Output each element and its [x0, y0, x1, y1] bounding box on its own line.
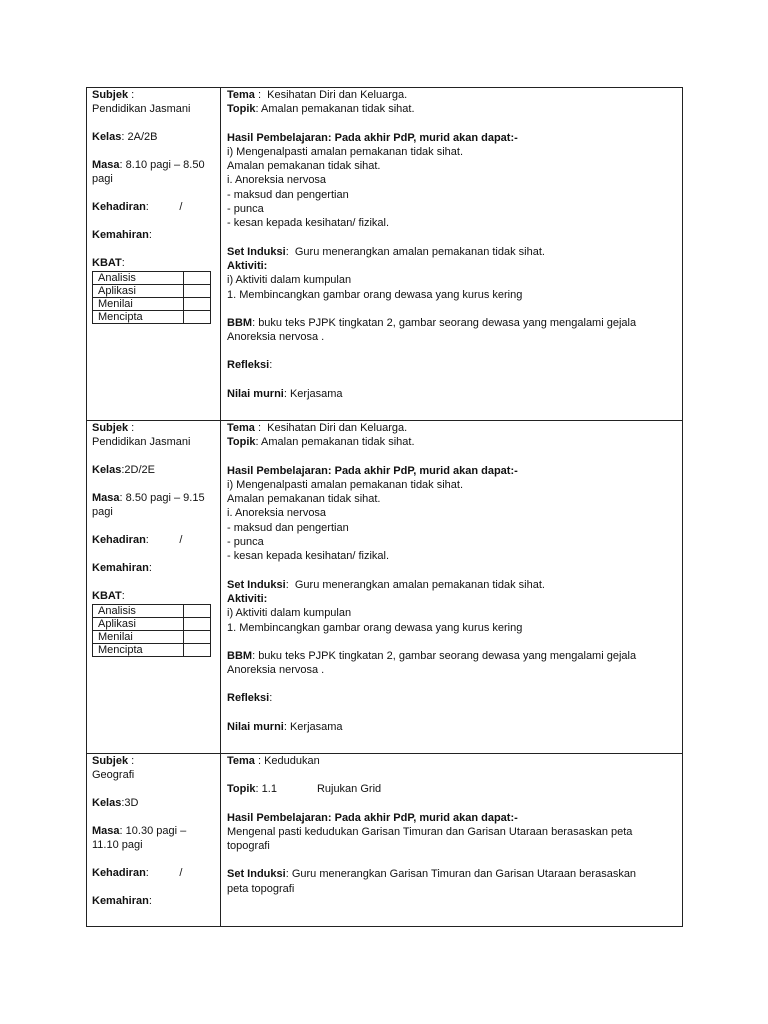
tema-label: Tema [227, 89, 255, 101]
topik-value: Amalan pemakanan tidak sihat. [261, 436, 415, 449]
set-induksi-label: Set Induksi [227, 868, 286, 881]
set-induksi-value-cont: peta topografi [227, 882, 295, 895]
hasil-heading: Hasil Pembelajaran: Pada akhir PdP, murid akan dapat:- [227, 811, 518, 824]
hasil-heading: Hasil Pembelajaran: Pada akhir PdP, murid akan dapat:- [227, 464, 518, 477]
hasil-line: - punca [227, 536, 264, 549]
bbm-label: BBM [227, 316, 253, 329]
kehadiran-value: / [179, 201, 183, 213]
kelas-value: 2A/2B [127, 131, 158, 143]
bbm-value: buku teks PJPK tingkatan 2, gambar seorang dewasa yang mengalami gejala [258, 649, 637, 662]
tema-label: Tema [227, 755, 255, 767]
kelas-label: Kelas [92, 131, 122, 143]
topik-number: 1.1 [261, 783, 277, 796]
kbat-table [92, 604, 211, 657]
nilai-murni-value: Kerjasama [289, 720, 343, 733]
subjek-label: Subjek [92, 755, 129, 767]
nilai-murni-label: Nilai murni [227, 720, 284, 733]
hasil-line: i) Mengenalpasti amalan pemakanan tidak sihat. [227, 145, 464, 158]
kbat-row [93, 285, 211, 298]
nilai-murni-label: Nilai murni [227, 387, 284, 400]
kehadiran-label: Kehadiran [92, 201, 146, 213]
tema-label: Tema [227, 422, 255, 434]
kbat-row [93, 605, 211, 618]
lesson-row [87, 88, 682, 420]
kbat-row [93, 272, 211, 285]
subjek-value: Pendidikan Jasmani [92, 103, 191, 115]
kelas-value: 2D/2E [124, 464, 155, 476]
kbat-row [93, 311, 211, 324]
bbm-value: buku teks PJPK tingkatan 2, gambar seorang dewasa yang mengalami gejala [258, 316, 637, 329]
kehadiran-label: Kehadiran [92, 534, 146, 546]
topik-label: Topik [227, 783, 256, 796]
kbat-item: Mencipta [93, 644, 184, 657]
masa-value: 8.10 pagi – 8.50 [125, 159, 205, 171]
lesson-content-cell: Tema : Kedudukan Topik: 1.1 Rujukan Grid Hasil Pembelajaran: Pada akhir PdP, murid akan dapat:- Mengenal pasti kedudukan Garisan Timuran dan Garisan Utaraan berasaskan peta topografi Set Induksi: Guru menerangkan Garisan Timuran dan Garisan Utaraan berasaskan peta topografi [221, 754, 682, 926]
kbat-checkbox [184, 298, 211, 311]
lesson-content-cell: Tema : Kesihatan Diri dan Keluarga. Topik: Amalan pemakanan tidak sihat. Hasil Pembelajaran: Pada akhir PdP, murid akan dapat:- i) Mengenalpasti amalan pemakanan tidak sihat. Amalan pemakanan tidak sihat. i. Anoreksia nervosa - maksud dan pengertian - punca - kesan kepada kesihatan/ fizikal. Set Induksi: Guru menerangkan amalan pemakanan tidak sihat. Aktiviti: i) Aktiviti dalam kumpulan 1. Membincangkan gambar orang dewasa yang kurus kering BBM: buku teks PJPK tingkatan 2, gambar seorang dewasa yang mengalami gejala Anoreksia nervosa . Refleksi: Nilai murni: Kerjasama [221, 421, 682, 753]
hasil-line: - kesan kepada kesihatan/ fizikal. [227, 550, 390, 563]
aktiviti-line: 1. Membincangkan gambar orang dewasa yang kurus kering [227, 288, 523, 301]
kbat-checkbox [184, 605, 211, 618]
hasil-heading: Hasil Pembelajaran: Pada akhir PdP, murid akan dapat:- [227, 131, 518, 144]
topik-label: Topik [227, 103, 256, 116]
masa-value-cont: 11.10 pagi [92, 839, 143, 851]
bbm-label: BBM [227, 649, 253, 662]
kbat-checkbox [184, 311, 211, 324]
lesson-plan-table [86, 87, 683, 927]
lesson-info-cell: Subjek : Geografi Kelas:3D Masa: 10.30 pagi – 11.10 pagi Kehadiran: / Kemahiran: [87, 754, 221, 926]
kbat-label: KBAT [92, 590, 122, 602]
refleksi-label: Refleksi [227, 692, 270, 705]
kehadiran-value: / [179, 867, 183, 879]
lesson-content-cell: Tema : Kesihatan Diri dan Keluarga. Topik: Amalan pemakanan tidak sihat. Hasil Pembelajaran: Pada akhir PdP, murid akan dapat:- i) Mengenalpasti amalan pemakanan tidak sihat. Amalan pemakanan tidak sihat. i. Anoreksia nervosa - maksud dan pengertian - punca - kesan kepada kesihatan/ fizikal. Set Induksi: Guru menerangkan amalan pemakanan tidak sihat. Aktiviti: i) Aktiviti dalam kumpulan 1. Membincangkan gambar orang dewasa yang kurus kering BBM: buku teks PJPK tingkatan 2, gambar seorang dewasa yang mengalami gejala Anoreksia nervosa . Refleksi: Nilai murni: Kerjasama [221, 88, 682, 420]
kbat-checkbox [184, 272, 211, 285]
kbat-item: Menilai [93, 631, 184, 644]
kbat-item: Aplikasi [93, 285, 184, 298]
kbat-item: Aplikasi [93, 618, 184, 631]
kbat-table [92, 271, 211, 324]
topik-label: Topik [227, 436, 256, 449]
kemahiran-label: Kemahiran [92, 895, 149, 907]
masa-label: Masa [92, 825, 120, 837]
masa-value: 10.30 pagi – [125, 825, 187, 837]
kbat-item: Mencipta [93, 311, 184, 324]
set-induksi-value: Guru menerangkan Garisan Timuran dan Garisan Utaraan berasaskan [291, 868, 637, 881]
masa-label: Masa [92, 159, 120, 171]
bbm-value-cont: Anoreksia nervosa . [227, 331, 325, 344]
tema-value: Kesihatan Diri dan Keluarga. [267, 422, 408, 434]
hasil-line: Amalan pemakanan tidak sihat. [227, 160, 381, 173]
kelas-label: Kelas [92, 797, 122, 809]
tema-value: Kesihatan Diri dan Keluarga. [267, 89, 408, 101]
subjek-value: Geografi [92, 769, 135, 781]
aktiviti-line: 1. Membincangkan gambar orang dewasa yang kurus kering [227, 621, 523, 634]
lesson-row [87, 420, 682, 753]
kehadiran-value: / [179, 534, 183, 546]
kbat-row [93, 298, 211, 311]
aktiviti-label: Aktiviti: [227, 592, 268, 605]
kbat-row [93, 631, 211, 644]
topik-value: Amalan pemakanan tidak sihat. [261, 103, 415, 116]
lesson-row [87, 753, 682, 926]
kbat-row [93, 618, 211, 631]
kbat-row [93, 644, 211, 657]
hasil-line: - maksud dan pengertian [227, 188, 349, 201]
masa-value-cont: pagi [92, 506, 113, 518]
kbat-checkbox [184, 644, 211, 657]
bbm-value-cont: Anoreksia nervosa . [227, 664, 325, 677]
set-induksi-value: Guru menerangkan amalan pemakanan tidak sihat. [294, 578, 545, 591]
aktiviti-label: Aktiviti: [227, 259, 268, 272]
kemahiran-label: Kemahiran [92, 229, 149, 241]
set-induksi-value: Guru menerangkan amalan pemakanan tidak sihat. [294, 245, 545, 258]
hasil-line: Amalan pemakanan tidak sihat. [227, 493, 381, 506]
masa-value: 8.50 pagi – 9.15 [125, 492, 205, 504]
subjek-value: Pendidikan Jasmani [92, 436, 191, 448]
kbat-item: Menilai [93, 298, 184, 311]
kelas-label: Kelas [92, 464, 122, 476]
refleksi-label: Refleksi [227, 359, 270, 372]
hasil-line: i. Anoreksia nervosa [227, 507, 327, 520]
kbat-checkbox [184, 618, 211, 631]
aktiviti-line: i) Aktiviti dalam kumpulan [227, 274, 352, 287]
hasil-line: i) Mengenalpasti amalan pemakanan tidak sihat. [227, 478, 464, 491]
topik-value: Rujukan Grid [316, 783, 382, 796]
hasil-line: Mengenal pasti kedudukan Garisan Timuran dan Garisan Utaraan berasaskan peta [227, 825, 633, 838]
masa-value-cont: pagi [92, 173, 113, 185]
kbat-item: Analisis [93, 605, 184, 618]
hasil-line: - punca [227, 203, 264, 216]
kehadiran-label: Kehadiran [92, 867, 146, 879]
kbat-checkbox [184, 285, 211, 298]
hasil-line: - kesan kepada kesihatan/ fizikal. [227, 217, 390, 230]
hasil-line: topografi [227, 840, 270, 853]
kelas-value: 3D [124, 797, 139, 809]
kbat-checkbox [184, 631, 211, 644]
nilai-murni-value: Kerjasama [289, 387, 343, 400]
hasil-line: i. Anoreksia nervosa [227, 174, 327, 187]
subjek-label: Subjek [92, 89, 129, 101]
tema-value: Kedudukan [264, 755, 320, 767]
kbat-item: Analisis [93, 272, 184, 285]
set-induksi-label: Set Induksi [227, 578, 286, 591]
lesson-info-cell: Subjek : Pendidikan Jasmani Kelas:2D/2E Masa: 8.50 pagi – 9.15 pagi Kehadiran: / Kemahiran: KBAT: Analisis Aplikasi Menilai Mencipta [87, 421, 221, 753]
kemahiran-label: Kemahiran [92, 562, 149, 574]
hasil-line: - maksud dan pengertian [227, 521, 349, 534]
set-induksi-label: Set Induksi [227, 245, 286, 258]
lesson-info-cell: Subjek : Pendidikan Jasmani Kelas: 2A/2B Masa: 8.10 pagi – 8.50 pagi Kehadiran: / Kemahiran: KBAT: Analisis Aplikasi Menilai Mencipta [87, 88, 221, 420]
subjek-label: Subjek [92, 422, 129, 434]
aktiviti-line: i) Aktiviti dalam kumpulan [227, 607, 352, 620]
masa-label: Masa [92, 492, 120, 504]
kbat-label: KBAT [92, 257, 122, 269]
